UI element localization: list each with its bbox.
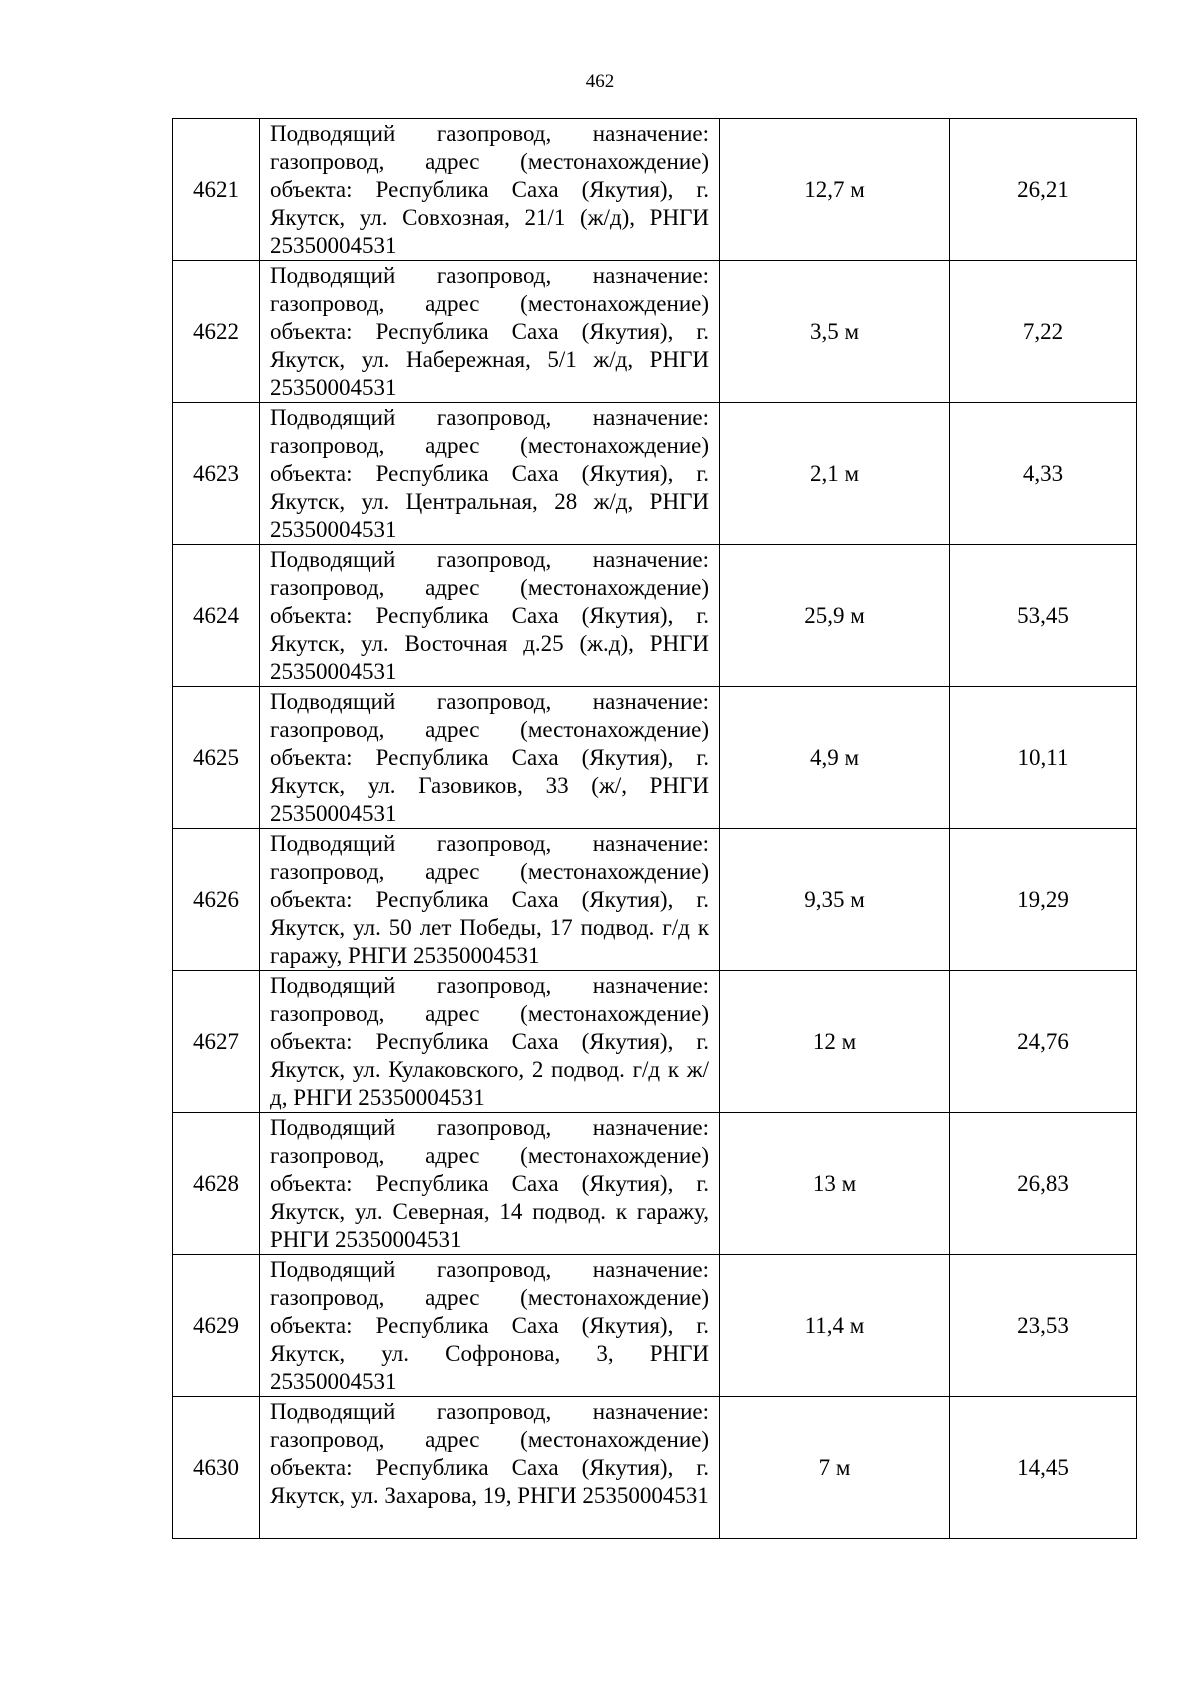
object-length: 9,35 м	[720, 829, 950, 971]
table-row	[173, 687, 1137, 829]
table-row	[173, 971, 1137, 1113]
object-description-cell	[260, 1113, 720, 1255]
object-description-cell	[260, 971, 720, 1113]
object-length: 2,1 м	[720, 403, 950, 545]
object-description-cell	[260, 403, 720, 545]
object-length: 3,5 м	[720, 261, 950, 403]
row-number: 4621	[173, 119, 260, 261]
object-value: 14,45	[950, 1397, 1137, 1539]
object-description-cell	[260, 829, 720, 971]
object-description-cell	[260, 1255, 720, 1397]
object-description-cell	[260, 687, 720, 829]
table-row	[173, 403, 1137, 545]
row-number: 4630	[173, 1397, 260, 1539]
object-length: 11,4 м	[720, 1255, 950, 1397]
object-description: Подводящий газопровод, назначение: газопровод, адрес (местонахождение) объекта: Республика Саха (Якутия), г. Якутск, ул. Софронова, 3, РНГИ 25350004531	[270, 1257, 709, 1394]
object-description-cell	[260, 1397, 720, 1539]
object-length: 25,9 м	[720, 545, 950, 687]
object-description-cell	[260, 119, 720, 261]
row-number: 4624	[173, 545, 260, 687]
object-length: 4,9 м	[720, 687, 950, 829]
table-row	[173, 829, 1137, 971]
object-length: 13 м	[720, 1113, 950, 1255]
table-row	[173, 261, 1137, 403]
object-description: Подводящий газопровод, назначение: газопровод, адрес (местонахождение) объекта: Республика Саха (Якутия), г. Якутск, ул. Захарова, 19, РНГИ 25350004531	[270, 1399, 709, 1508]
object-value: 10,11	[950, 687, 1137, 829]
page-number: 462	[585, 71, 615, 92]
object-description-cell	[260, 545, 720, 687]
object-description: Подводящий газопровод, назначение: газопровод, адрес (местонахождение) объекта: Республика Саха (Якутия), г. Якутск, ул. Набережная, 5/1 ж/д, РНГИ 25350004531	[270, 263, 709, 400]
table-row	[173, 1113, 1137, 1255]
object-description: Подводящий газопровод, назначение: газопровод, адрес (местонахождение) объекта: Республика Саха (Якутия), г. Якутск, ул. Кулаковского, 2 подвод. г/д к ж/д, РНГИ 25350004531	[270, 973, 709, 1110]
object-value: 24,76	[950, 971, 1137, 1113]
row-number: 4625	[173, 687, 260, 829]
object-description: Подводящий газопровод, назначение: газопровод, адрес (местонахождение) объекта: Республика Саха (Якутия), г. Якутск, ул. Восточная д.25 (ж.д), РНГИ 25350004531	[270, 547, 709, 684]
table-row	[173, 119, 1137, 261]
object-value: 23,53	[950, 1255, 1137, 1397]
table-row	[173, 1397, 1137, 1539]
object-value: 53,45	[950, 545, 1137, 687]
row-number: 4627	[173, 971, 260, 1113]
object-length: 12 м	[720, 971, 950, 1113]
object-value: 4,33	[950, 403, 1137, 545]
object-description: Подводящий газопровод, назначение: газопровод, адрес (местонахождение) объекта: Республика Саха (Якутия), г. Якутск, ул. Центральная, 28 ж/д, РНГИ 25350004531	[270, 405, 709, 542]
table-row	[173, 1255, 1137, 1397]
object-length: 12,7 м	[720, 119, 950, 261]
object-description: Подводящий газопровод, назначение: газопровод, адрес (местонахождение) объекта: Республика Саха (Якутия), г. Якутск, ул. Газовиков, 33 (ж/, РНГИ 25350004531	[270, 689, 709, 826]
row-number: 4622	[173, 261, 260, 403]
row-number: 4626	[173, 829, 260, 971]
row-number: 4623	[173, 403, 260, 545]
object-length: 7 м	[720, 1397, 950, 1539]
object-value: 19,29	[950, 829, 1137, 971]
object-description: Подводящий газопровод, назначение: газопровод, адрес (местонахождение) объекта: Республика Саха (Якутия), г. Якутск, ул. 50 лет Победы, 17 подвод. г/д к гаражу, РНГИ 25350004531	[270, 831, 709, 968]
table-row	[173, 545, 1137, 687]
row-number: 4628	[173, 1113, 260, 1255]
object-value: 7,22	[950, 261, 1137, 403]
object-value: 26,21	[950, 119, 1137, 261]
row-number: 4629	[173, 1255, 260, 1397]
object-description: Подводящий газопровод, назначение: газопровод, адрес (местонахождение) объекта: Республика Саха (Якутия), г. Якутск, ул. Северная, 14 подвод. к гаражу, РНГИ 25350004531	[270, 1115, 709, 1252]
object-value: 26,83	[950, 1113, 1137, 1255]
property-registry-table	[172, 118, 1137, 1539]
object-description-cell	[260, 261, 720, 403]
object-description: Подводящий газопровод, назначение: газопровод, адрес (местонахождение) объекта: Республика Саха (Якутия), г. Якутск, ул. Совхозная, 21/1 (ж/д), РНГИ 25350004531	[270, 121, 709, 258]
